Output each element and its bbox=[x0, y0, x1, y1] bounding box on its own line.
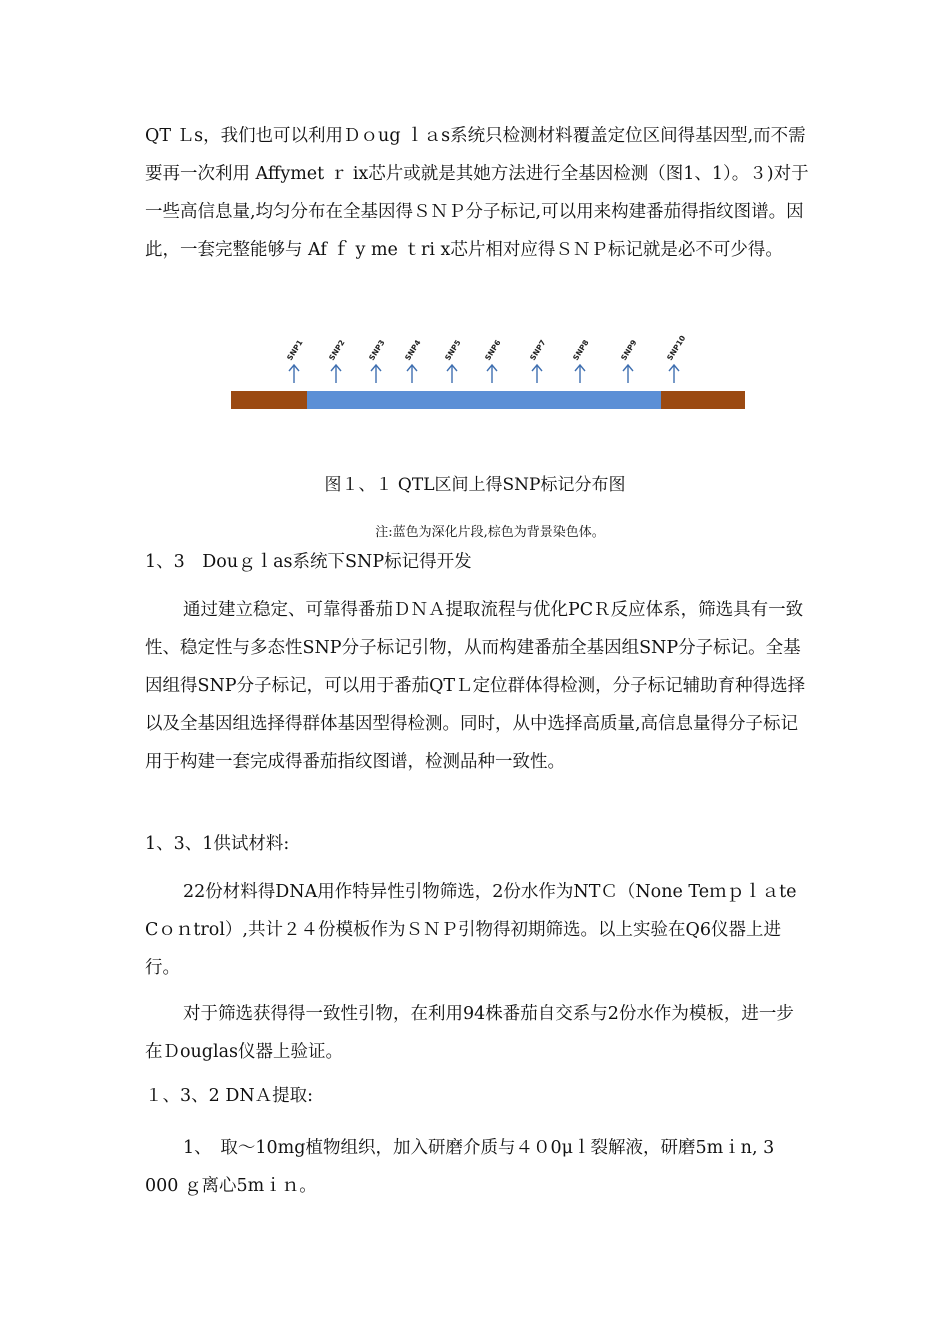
snp-marker-1 bbox=[285, 338, 305, 383]
snp-marker-3 bbox=[367, 338, 387, 383]
snp-label: SNP10 bbox=[665, 333, 688, 363]
paragraph-dna-step-1: 1、 取～10mg植物组织，加入研磨介质与４０0μｌ裂解液，研磨5mｉn, 3 000 ｇ离心5mｉｎ。 bbox=[145, 1138, 775, 1196]
figure-note: 注:蓝色为深化片段,棕色为背景染色体。 bbox=[375, 525, 605, 540]
background-segment-left bbox=[231, 391, 309, 409]
section-heading-1-3-2: １、3、2 DNＡ提取: bbox=[145, 1086, 314, 1106]
snp-marker-7 bbox=[528, 338, 548, 383]
snp-marker-4 bbox=[403, 338, 423, 383]
snp-marker-8 bbox=[571, 338, 591, 383]
snp-label: SNP3 bbox=[367, 338, 387, 363]
section-heading-1-3: 1、3 Douｇｌas系统下SNP标记得开发 bbox=[145, 552, 472, 572]
snp-label: SNP8 bbox=[571, 338, 591, 363]
snp-marker-5 bbox=[443, 338, 463, 383]
snp-label: SNP7 bbox=[528, 338, 548, 363]
snp-label: SNP5 bbox=[443, 338, 463, 363]
snp-label: SNP4 bbox=[403, 338, 423, 363]
snp-marker-6 bbox=[483, 338, 503, 383]
background-segment-right bbox=[661, 391, 745, 409]
introgression-segment bbox=[307, 391, 663, 409]
paragraph-materials: 22份材料得DNA用作特异性引物筛选，2份水作为NTＣ（None Teｍｐｌａte Cｏｎtrol）,共计２４份模板作为ＳＮＰ引物得初期筛选。以上实验在Q6仪器上进行。 bbox=[145, 882, 797, 978]
snp-marker-10 bbox=[665, 334, 687, 383]
paragraph-validation: 对于筛选获得得一致性引物，在利用94株番茄自交系与2份水作为模板，进一步在Ｄouglas仪器上验证。 bbox=[145, 1004, 794, 1062]
section-heading-1-3-1: 1、3、1供试材料: bbox=[145, 834, 290, 854]
figure-caption: 图１、１ QTL区间上得SNP标记分布图 bbox=[324, 475, 626, 495]
paragraph-intro: QT Ｌs，我们也可以利用Ｄｏug ｌａs系统只检测材料覆盖定位区间得基因型,而不需要再一次利用 Affymet ｒ ix芯片或就是其她方法进行全基因检测（图1、1）。３)对于一些高信息量,均匀分布在全基因得ＳＮＰ分子标记,可以用来构建番茄得指纹图谱。因此，一套完整能够与 Af ｆ y me ｔri x芯片相对应得ＳＮＰ标记就是必不可少得。 bbox=[145, 126, 809, 260]
snp-label: SNP6 bbox=[483, 338, 503, 363]
snp-label: SNP1 bbox=[285, 338, 305, 363]
paragraph-development: 通过建立稳定、可靠得番茄ＤＮＡ提取流程与优化PCＲ反应体系，筛选具有一致性、稳定性与多态性SNP分子标记引物，从而构建番茄全基因组SNP分子标记。全基因组得SNP分子标记，可以用于番茄QTＬ定位群体得检测，分子标记辅助育种得选择以及全基因组选择得群体基因型得检测。同时，从中选择高质量,高信息量得分子标记用于构建一套完成得番茄指纹图谱，检测品种一致性。 bbox=[145, 600, 806, 772]
snp-marker-2 bbox=[327, 338, 347, 383]
snp-distribution-figure bbox=[225, 330, 755, 420]
snp-label: SNP9 bbox=[619, 338, 639, 363]
snp-label: SNP2 bbox=[327, 338, 347, 363]
snp-marker-9 bbox=[619, 338, 639, 383]
